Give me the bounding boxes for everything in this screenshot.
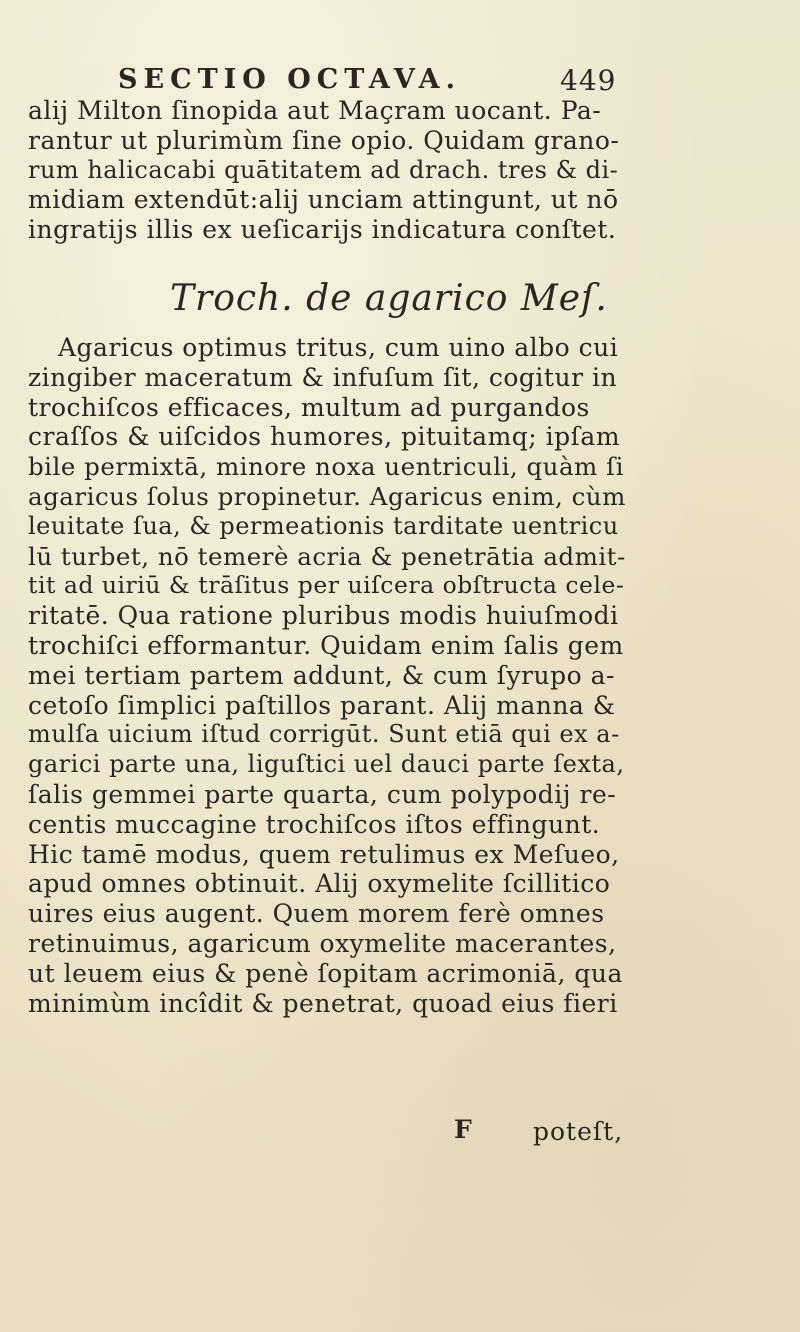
text-line: zingiber maceratum & infuſum ſit, cogitur in bbox=[28, 362, 618, 392]
signature-mark: F bbox=[454, 1115, 472, 1144]
text-line: agaricus ſolus propinetur. Agaricus enim, cùm bbox=[28, 481, 626, 511]
text-line: craſſos & uiſcidos humores, pituitamq; ipſam bbox=[28, 422, 621, 452]
text-line: ſalis gemmei parte quarta, cum polypodij re- bbox=[28, 779, 617, 809]
paragraph-2 bbox=[28, 333, 628, 1018]
section-heading: Troch. de agarico Meſ. bbox=[170, 278, 608, 319]
text-line: cetoſo ſimplici paſtillos parant. Alij manna & bbox=[28, 690, 616, 720]
text-line: rantur ut plurimùm ſine opio. Quidam grano- bbox=[28, 125, 620, 155]
text-line: ut leuem eius & penè ſopitam acrimoniā, qua bbox=[28, 958, 623, 988]
text-line: mei tertiam partem addunt, & cum ſyrupo a- bbox=[28, 660, 615, 690]
text-line: garici parte una, liguſtici uel dauci parte ſexta, bbox=[28, 750, 625, 779]
text-line: mulſa uicium iſtud corrigūt. Sunt etiā qui ex a- bbox=[28, 720, 620, 749]
text-line: uires eius augent. Quem morem ferè omnes bbox=[28, 899, 605, 929]
text-line: rum halicacabi quātitatem ad drach. tres & di- bbox=[28, 155, 619, 184]
text-line: minimùm incîdit & penetrat, quoad eius fieri bbox=[28, 988, 618, 1018]
text-line: leuitate ſua, & permeationis tarditate uentricu bbox=[28, 511, 619, 540]
text-line: retinuimus, agaricum oxymelite macerantes, bbox=[28, 928, 617, 958]
text-line: trochiſcos efficaces, multum ad purgandos bbox=[28, 392, 590, 422]
paragraph-1 bbox=[28, 96, 628, 245]
text-line: Hic tamē modus, quem retulimus ex Meſueo, bbox=[28, 839, 620, 869]
text-line: centis muccagine trochiſcos iſtos effingunt. bbox=[28, 809, 601, 839]
running-head: SECTIO OCTAVA. bbox=[118, 64, 462, 95]
text-line: trochiſci efformantur. Quidam enim ſalis gem bbox=[28, 630, 624, 660]
text-line: bile permixtā, minore noxa uentriculi, quàm ſi bbox=[28, 452, 624, 482]
text-line: lū turbet, nō temerè acria & penetrātia admit- bbox=[28, 541, 626, 571]
text-line: ritatē. Qua ratione pluribus modis huiuſmodi bbox=[28, 601, 619, 631]
page-header bbox=[118, 64, 638, 100]
page-number: 449 bbox=[560, 64, 617, 97]
catchword: poteſt, bbox=[533, 1117, 624, 1146]
text-line: alij Milton ſinopida aut Maçram uocant. Pa- bbox=[28, 96, 602, 125]
text-line: tit ad uiriū & trāſitus per uiſcera obſtructa cele- bbox=[28, 571, 625, 600]
text-line: apud omnes obtinuit. Alij oxymelite ſcillitico bbox=[28, 869, 611, 899]
text-line: ingratijs illis ex ueſicarijs indicatura conſtet. bbox=[28, 215, 617, 245]
text-line: midiam extendūt:alij unciam attingunt, ut nō bbox=[28, 185, 619, 215]
text-line: Agaricus optimus tritus, cum uino albo cui bbox=[58, 333, 619, 362]
